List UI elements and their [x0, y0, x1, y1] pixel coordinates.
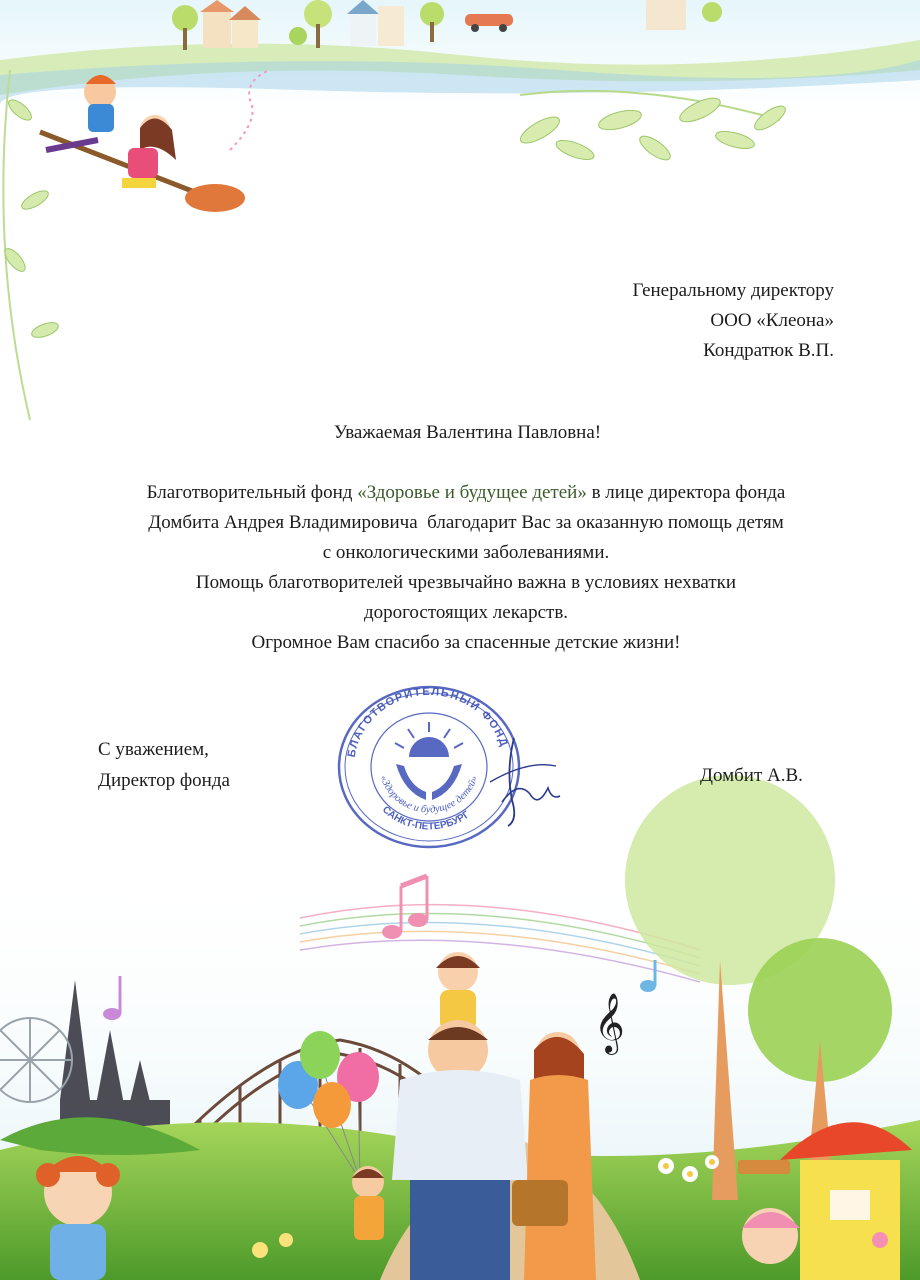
- body-line-1: [30, 478, 902, 508]
- body-line-3: с онкологическими заболеваниями.: [322, 542, 610, 563]
- handwritten-signature: [478, 730, 568, 830]
- body-line-5: дорогостоящих лекарств.: [363, 602, 569, 623]
- fund-name: «Здоровье и будущее детей»: [357, 482, 587, 503]
- closing-position: Директор фонда: [98, 770, 230, 791]
- svg-text:𝄞: 𝄞: [594, 993, 625, 1053]
- addressee-block: [633, 276, 834, 366]
- addressee-name: Кондратюк В.П.: [703, 340, 834, 361]
- sun-hands-emblem-icon: [395, 722, 463, 800]
- body-line-1-post: в лице директора фонда: [586, 482, 786, 503]
- signer-name: Домбит А.В.: [700, 765, 803, 786]
- letter-body: [30, 478, 902, 658]
- closing-block: [98, 734, 230, 796]
- left-vine-icon: [1, 70, 60, 420]
- body-line-1-pre: Благотворительный фонд: [146, 482, 358, 503]
- stamp-inner-text: «Здоровье и будущее детей»: [377, 774, 481, 816]
- body-line-6: Огромное Вам спасибо за спасенные детские жизни!: [251, 632, 681, 653]
- stamp-ring-text: БЛАГОТВОРИТЕЛЬНЫЙ ФОНД: [345, 685, 511, 759]
- closing-regards: С уважением,: [98, 739, 209, 760]
- addressee-position: Генеральному директору: [632, 280, 834, 301]
- salutation: Уважаемая Валентина Павловна!: [333, 422, 602, 443]
- stamp-city: САНКТ-ПЕТЕРБУРГ: [379, 804, 472, 833]
- body-line-2: Домбита Андрея Владимировича благодарит Вас за оказанную помощь детям: [148, 512, 784, 533]
- body-line-4: Помощь благотворителей чрезвычайно важна в условиях нехватки: [195, 572, 737, 593]
- addressee-company: ООО «Клеона»: [710, 310, 834, 331]
